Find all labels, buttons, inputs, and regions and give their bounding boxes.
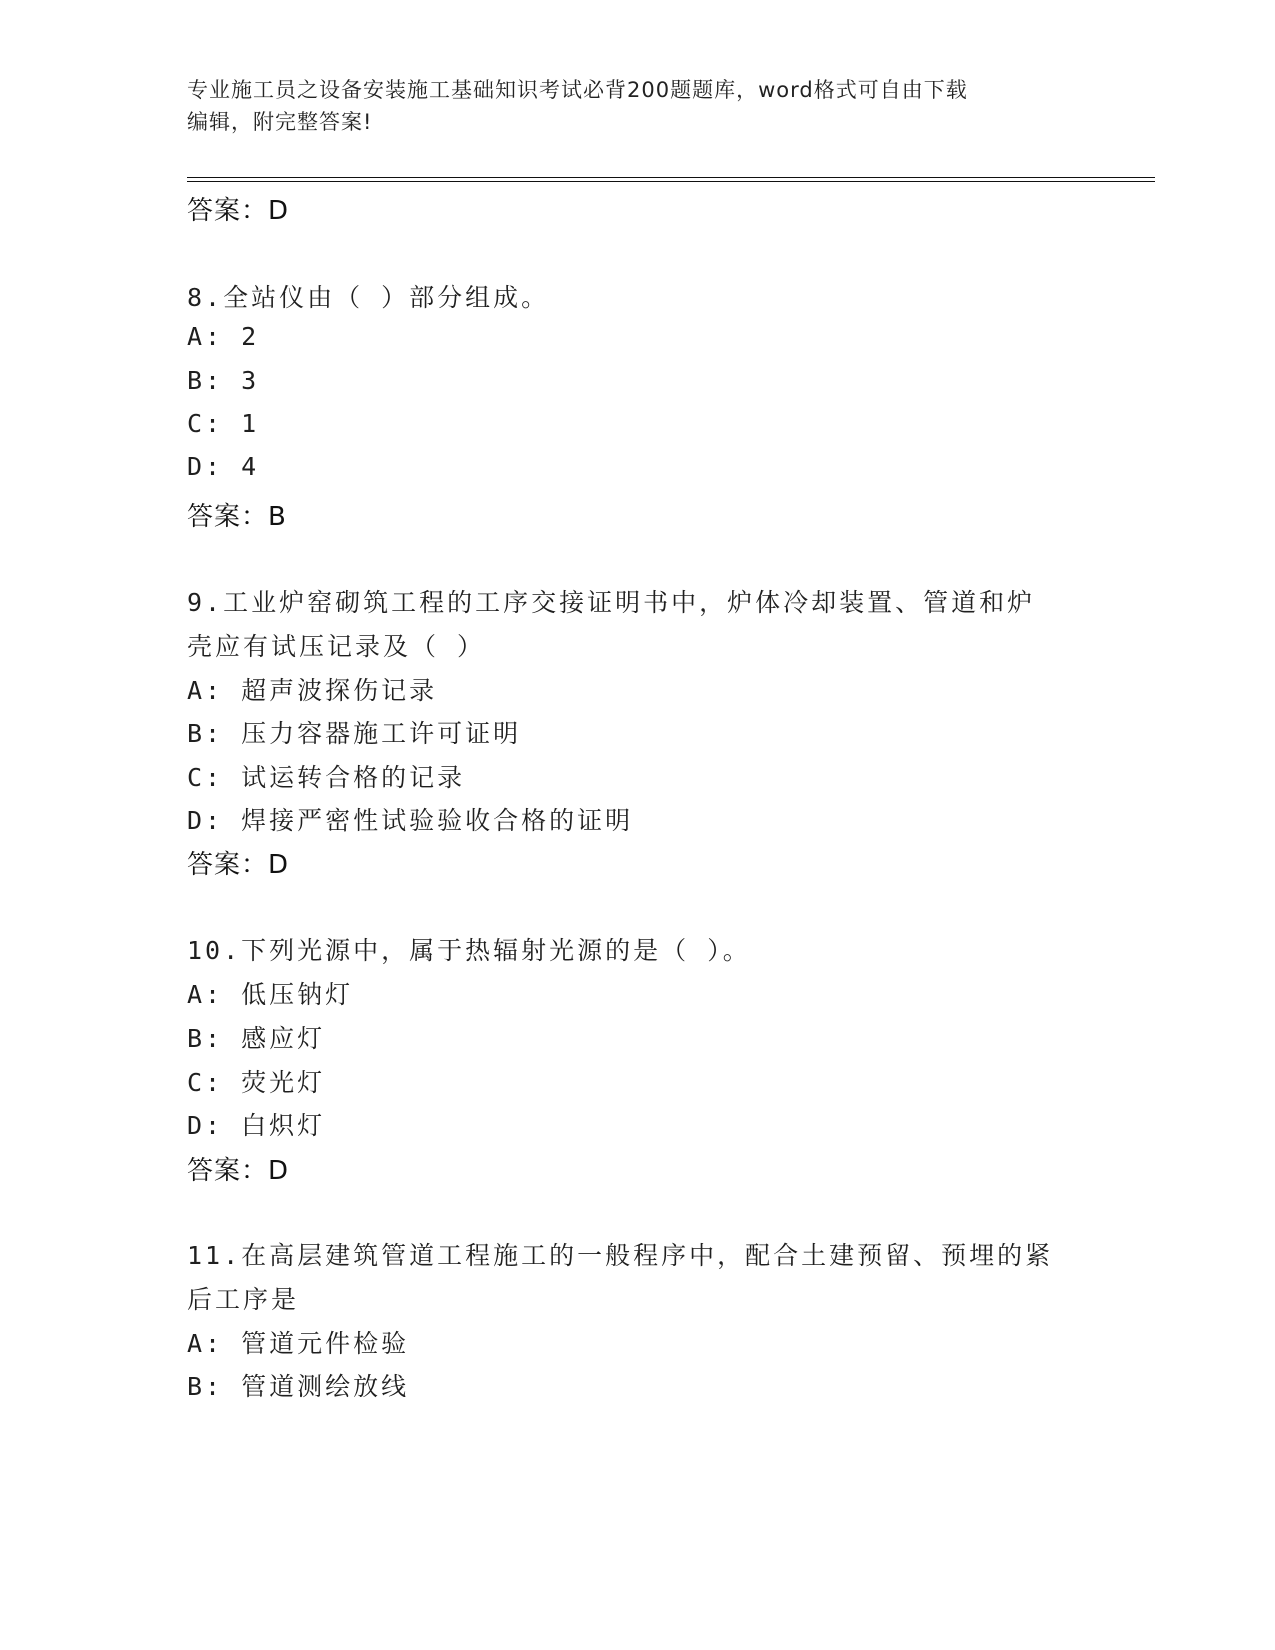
q9-stem-line-1: 9.工业炉窑砌筑工程的工序交接证明书中，炉体冷却装置、管道和炉 — [187, 588, 1036, 617]
q11-stem-line-1: 11.在高层建筑管道工程施工的一般程序中，配合土建预留、预埋的紧 — [187, 1241, 1054, 1270]
q10-answer: 答案：D — [187, 1156, 290, 1186]
q11-option-b: B: 管道测绘放线 — [187, 1372, 410, 1401]
q10-stem: 10.下列光源中，属于热辐射光源的是（ ）。 — [187, 936, 751, 965]
q11-option-a: A: 管道元件检验 — [187, 1329, 410, 1358]
q8-option-a: A: 2 — [187, 322, 260, 351]
q10-option-a: A: 低压钠灯 — [187, 980, 354, 1009]
q9-option-d: D: 焊接严密性试验验收合格的证明 — [187, 806, 634, 835]
header-line-2: 编辑，附完整答案! — [187, 110, 373, 134]
q8-option-d: D: 4 — [187, 452, 260, 481]
header-divider-bottom — [187, 181, 1155, 182]
q9-option-b: B: 压力容器施工许可证明 — [187, 719, 522, 748]
q9-option-a: A: 超声波探伤记录 — [187, 676, 438, 705]
q10-option-d: D: 白炽灯 — [187, 1111, 326, 1140]
document-header — [187, 74, 1087, 138]
previous-answer: 答案：D — [187, 196, 290, 226]
q8-answer: 答案：B — [187, 502, 287, 532]
header-divider-top — [187, 177, 1155, 178]
q10-option-c: C: 荧光灯 — [187, 1068, 326, 1097]
q8-option-b: B: 3 — [187, 366, 260, 395]
header-line-1: 专业施工员之设备安装施工基础知识考试必背200题题库，word格式可自由下载 — [187, 78, 968, 102]
q9-option-c: C: 试运转合格的记录 — [187, 763, 466, 792]
q9-stem-line-2: 壳应有试压记录及（ ） — [187, 632, 486, 661]
q10-option-b: B: 感应灯 — [187, 1024, 326, 1053]
q8-option-c: C: 1 — [187, 409, 260, 438]
q11-stem-line-2: 后工序是 — [187, 1285, 300, 1314]
q9-answer: 答案：D — [187, 850, 290, 880]
q8-stem: 8.全站仪由（ ）部分组成。 — [187, 283, 550, 312]
